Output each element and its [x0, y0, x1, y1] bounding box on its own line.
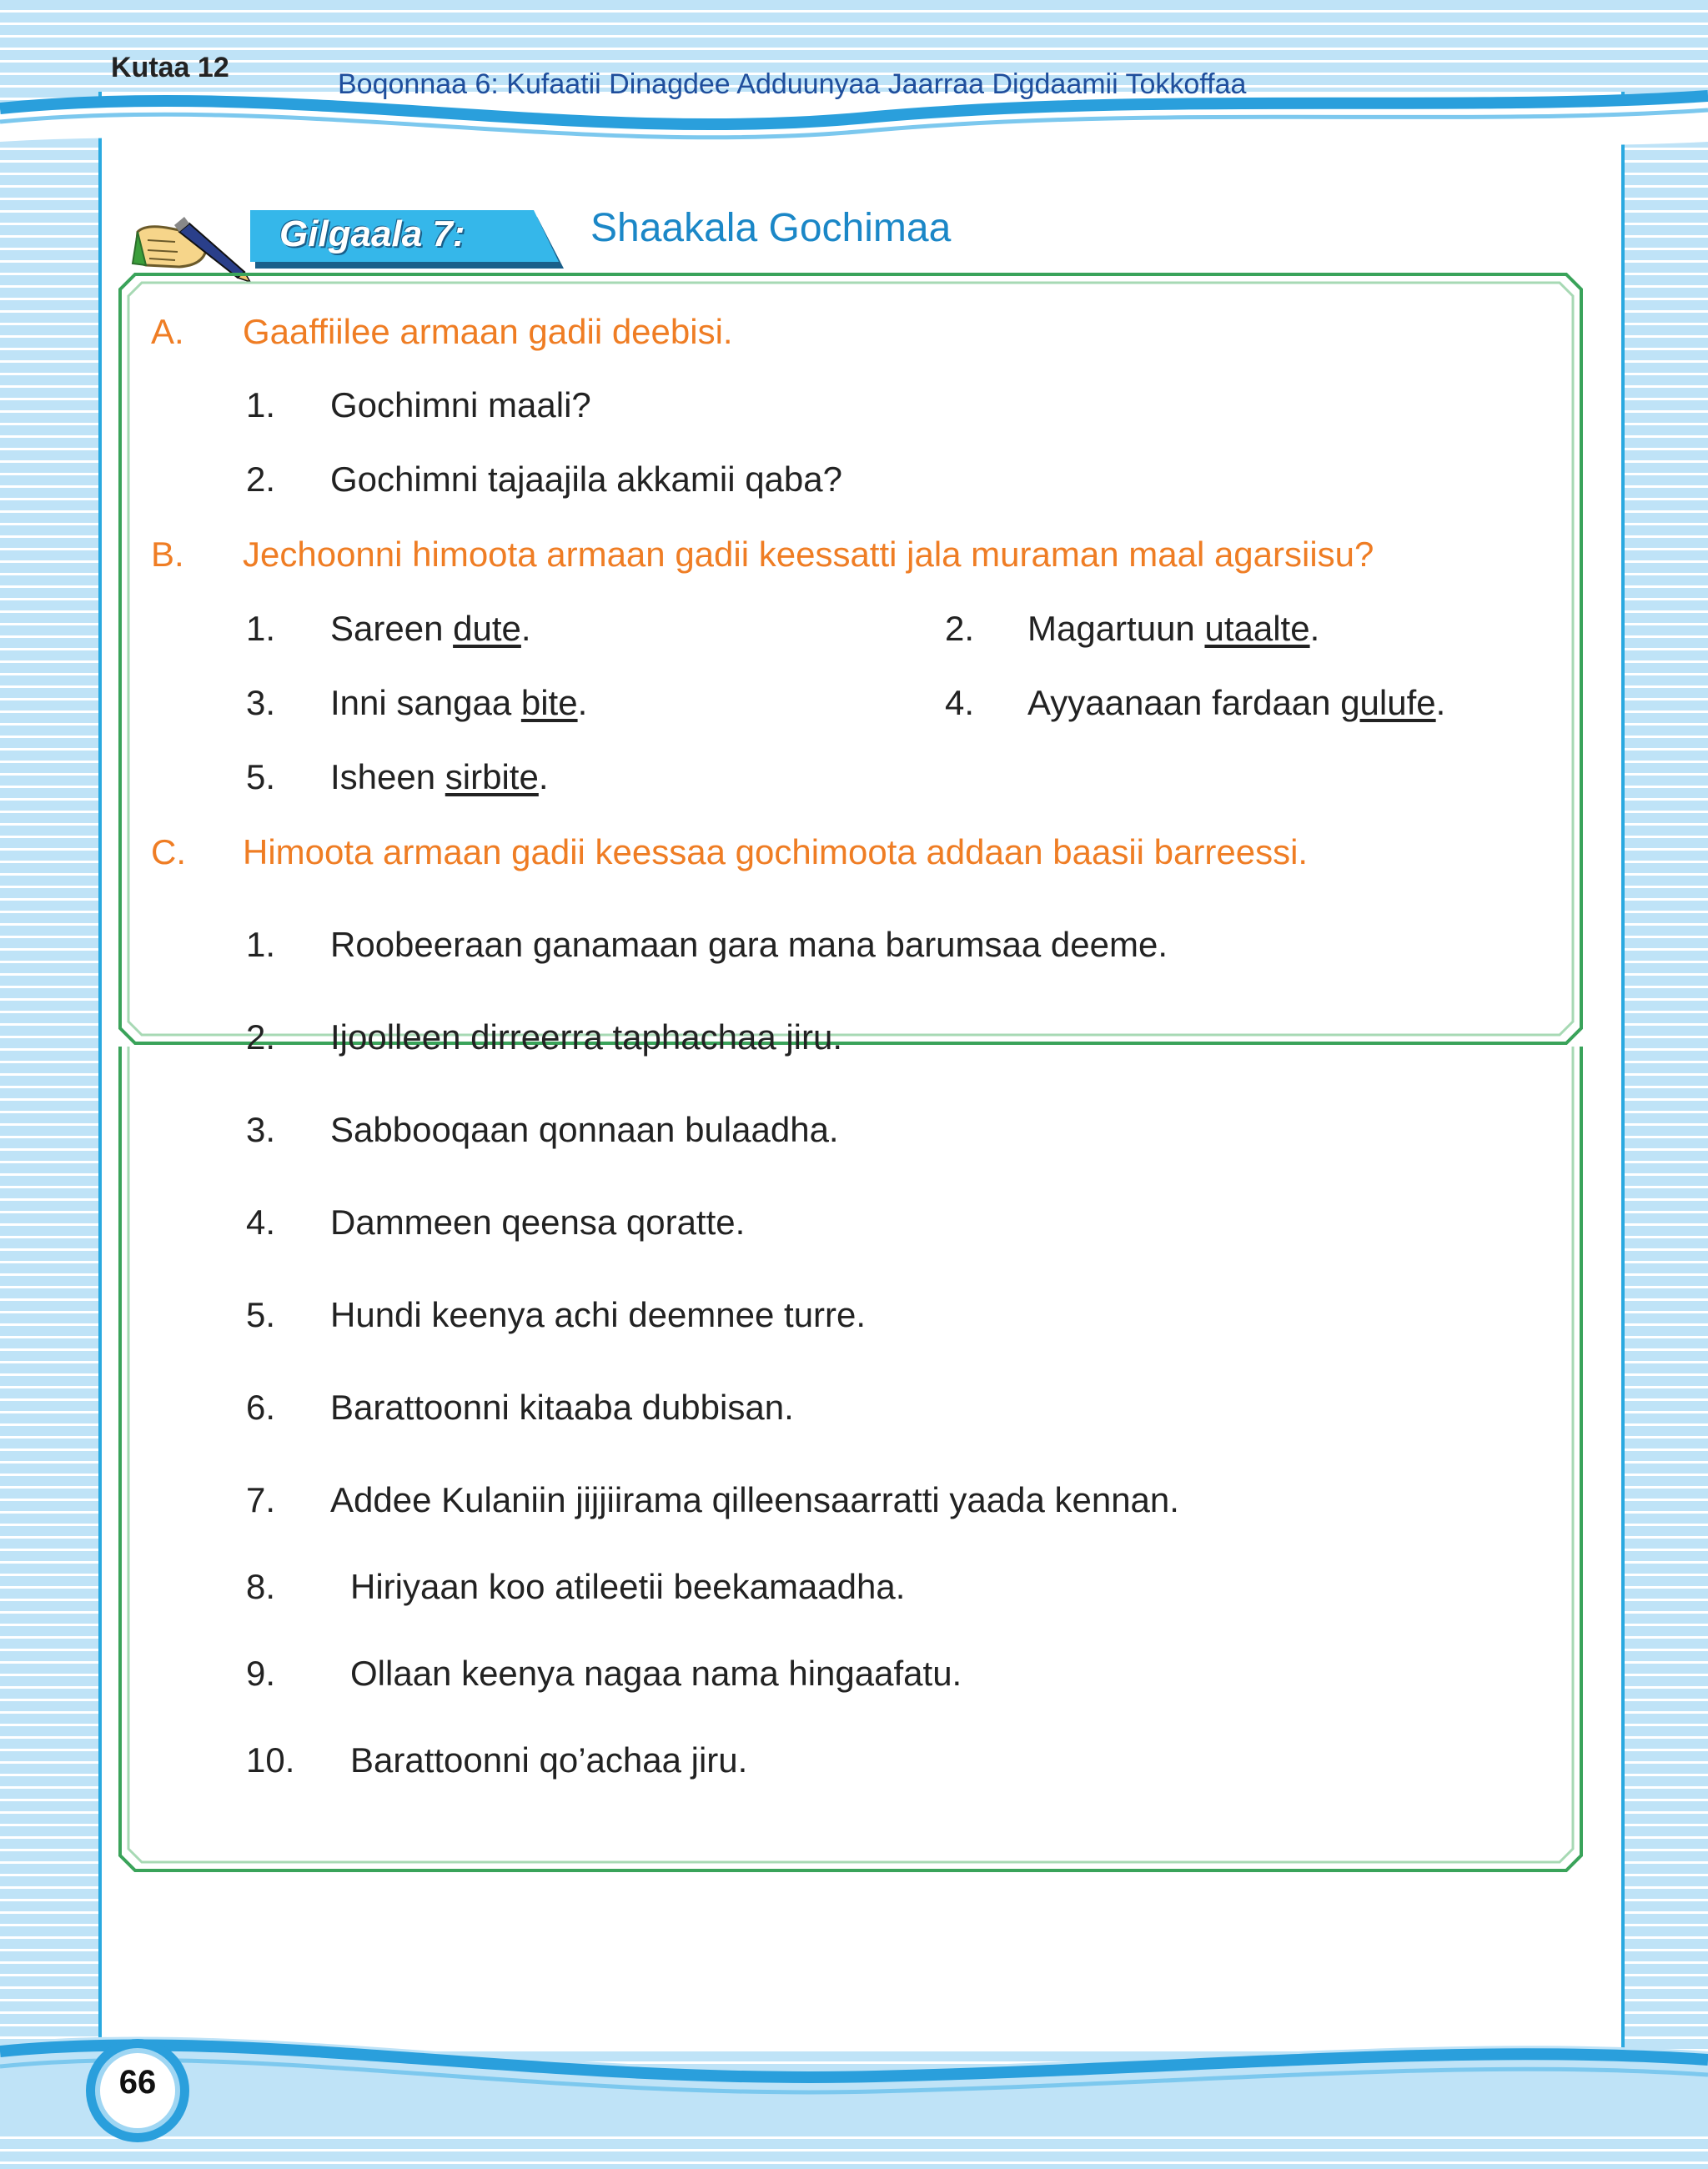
section-b-item-number: 1.: [246, 609, 276, 648]
section-a-item-text: Gochimni maali?: [330, 385, 591, 424]
sentence-start: Isheen: [330, 757, 445, 796]
section-c-item-number: 9.: [246, 1654, 276, 1693]
running-head: Boqonnaa 6: Kufaatii Dinagdee Adduunyaa Jaarraa Digdaamii Tokkoffaa: [338, 68, 1247, 100]
section-c-item-number: 7.: [246, 1480, 276, 1519]
sentence-end: .: [577, 683, 588, 722]
section-b-item-number: 3.: [246, 683, 276, 722]
section-c-item-text: Hundi keenya achi deemnee turre.: [330, 1295, 867, 1334]
section-a-item-number: 1.: [246, 385, 276, 424]
bottom-wave-decoration: [0, 2018, 1708, 2126]
sentence-end: .: [538, 757, 549, 796]
sentence-end: .: [520, 609, 531, 648]
sentence-start: Magartuun: [1027, 609, 1205, 648]
section-a-item-text: Gochimni tajaajila akkamii qaba?: [330, 459, 842, 499]
underlined-word: dute: [453, 609, 521, 648]
section-b-item-sentence: [1027, 609, 1319, 649]
underlined-word: utaalte: [1204, 609, 1310, 648]
underlined-word: gulufe: [1340, 683, 1436, 722]
section-c-item-number: 8.: [246, 1567, 276, 1606]
section-c-item-text: Hiriyaan koo atileetii beekamaadha.: [350, 1567, 906, 1606]
section-c-item-number: 6.: [246, 1388, 276, 1427]
sentence-start: Ayyaanaan fardaan: [1027, 683, 1341, 722]
section-c-item-number: 2.: [246, 1017, 276, 1057]
sentence-start: Inni sangaa: [330, 683, 521, 722]
section-c-instruction: Himoota armaan gadii keessaa gochimoota addaan baasii barreessi.: [243, 832, 1309, 871]
sentence-end: .: [1435, 683, 1446, 722]
section-b-item-number: 2.: [945, 609, 975, 648]
sentence-end: .: [1309, 609, 1320, 648]
underlined-word: sirbite: [445, 757, 539, 796]
section-b-item-sentence: [1027, 683, 1445, 723]
activity-label: Gilgaala 7:: [279, 213, 465, 254]
section-c-item-text: Sabbooqaan qonnaan bulaadha.: [330, 1110, 839, 1149]
exercise-frame-lower: [117, 1047, 1585, 1880]
section-c-item-text: Ollaan keenya nagaa nama hingaafatu.: [350, 1654, 962, 1693]
section-c-item-number: 5.: [246, 1295, 276, 1334]
chapter-label: Kutaa 12: [111, 52, 229, 83]
section-c-item-text: Barattoonni kitaaba dubbisan.: [330, 1388, 794, 1427]
section-b-item-number: 4.: [945, 683, 975, 722]
section-b-item-sentence: [330, 757, 549, 797]
section-c-item-text: Addee Kulaniin jijjiirama qilleensaarratti yaada kennan.: [330, 1480, 1179, 1519]
activity-title: Shaakala Gochimaa: [590, 206, 952, 250]
section-a-instruction: Gaaffiilee armaan gadii deebisi.: [243, 312, 733, 351]
section-c-item-text: Dammeen qeensa qoratte.: [330, 1202, 746, 1242]
section-c-item-text: Ijoolleen dirreerra taphachaa jiru.: [330, 1017, 843, 1057]
section-a-item-number: 2.: [246, 459, 276, 499]
section-c-item-number: 3.: [246, 1110, 276, 1149]
section-b-item-number: 5.: [246, 757, 276, 796]
section-b-instruction: Jechoonni himoota armaan gadii keessatti jala muraman maal agarsiisu?: [243, 535, 1374, 574]
section-a-letter: A.: [151, 312, 184, 351]
page-number: 66: [118, 2064, 157, 2101]
writing-hand-icon: [129, 198, 254, 282]
section-b-item-sentence: [330, 609, 531, 649]
section-c-item-text: Barattoonni qo’achaa jiru.: [350, 1740, 748, 1780]
underlined-word: bite: [520, 683, 578, 722]
section-c-letter: C.: [151, 832, 186, 871]
section-b-item-sentence: [330, 683, 587, 723]
sentence-start: Sareen: [330, 609, 454, 648]
section-b-letter: B.: [151, 535, 184, 574]
section-c-item-number: 4.: [246, 1202, 276, 1242]
section-c-item-text: Roobeeraan ganamaan gara mana barumsaa deeme.: [330, 925, 1168, 964]
section-c-item-number: 1.: [246, 925, 276, 964]
section-c-item-number: 10.: [246, 1740, 295, 1780]
